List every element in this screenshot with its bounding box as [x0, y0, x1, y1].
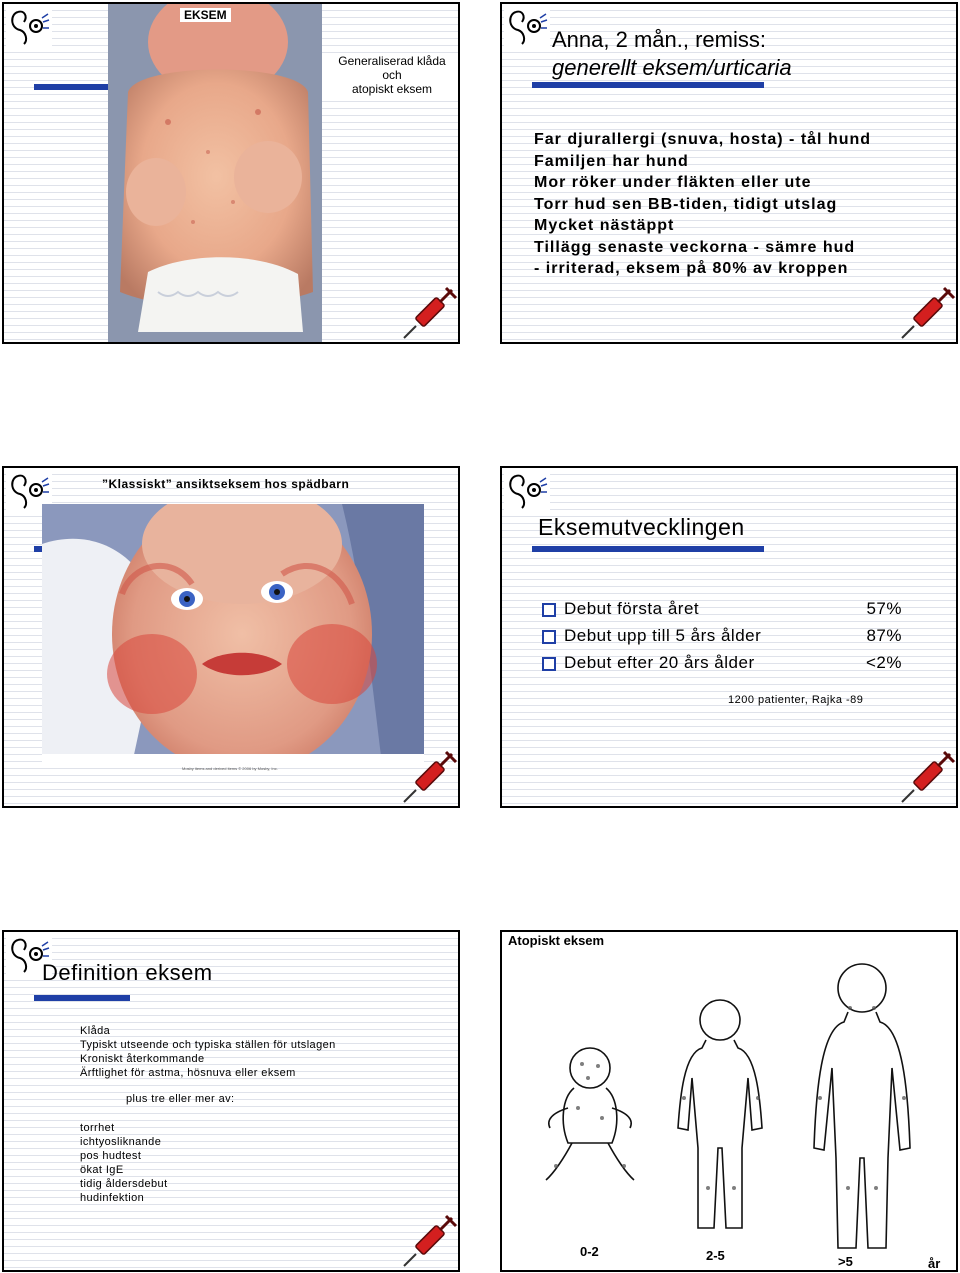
minor-criterion: ökat IgE — [80, 1164, 124, 1176]
age-label: 0-2 — [580, 1244, 599, 1259]
syringe-icon — [898, 748, 956, 806]
bullet-label: Debut efter 20 års ålder — [564, 653, 755, 672]
main-criteria-list — [80, 1024, 336, 1080]
criterion: Klåda — [80, 1025, 111, 1037]
stethoscope-logo-icon — [504, 6, 550, 48]
infant-face-eczema-photo — [42, 504, 424, 764]
slide-4 — [500, 466, 958, 808]
slide-1 — [2, 2, 460, 344]
history-line: Familjen har hund — [534, 152, 689, 170]
slide-heading: EKSEM — [180, 8, 231, 22]
slide-title — [552, 26, 952, 82]
syringe-icon — [400, 1212, 458, 1270]
minor-criterion: ichtyosliknande — [80, 1136, 162, 1148]
slide-2 — [500, 2, 958, 344]
accent-bar — [532, 82, 764, 88]
caption-line: Generaliserad klåda — [338, 54, 446, 68]
history-line: - irriterad, eksem på 80% av kroppen — [534, 260, 849, 277]
slide-title: ”Klassiskt” ansiktseksem hos spädbarn — [102, 477, 350, 491]
syringe-icon — [400, 748, 458, 806]
minor-criterion: pos hudtest — [80, 1150, 142, 1162]
bullet-label: Debut upp till 5 års ålder — [564, 626, 762, 645]
slide-title: Atopiskt eksem — [508, 933, 605, 948]
criterion: Kroniskt återkommande — [80, 1053, 205, 1065]
hollow-square-bullet-icon — [542, 630, 556, 644]
criterion: Typiskt utseende och typiska ställen för utslagen — [80, 1039, 336, 1051]
history-line: Torr hud sen BB-tiden, tidigt utslag — [534, 195, 838, 213]
bullet-value: <2% — [866, 653, 902, 672]
bullet-item — [542, 626, 902, 648]
bullet-item — [542, 653, 902, 675]
age-label: >5 — [838, 1254, 853, 1269]
age-unit-label: år — [928, 1256, 941, 1271]
hollow-square-bullet-icon — [542, 657, 556, 671]
plus-label: plus tre eller mer av: — [126, 1093, 235, 1105]
slide-3 — [2, 466, 460, 808]
history-line: Mycket nästäppt — [534, 217, 675, 234]
eczema-body-photo — [108, 2, 322, 342]
source-note: 1200 patienter, Rajka -89 — [728, 694, 864, 706]
hollow-square-bullet-icon — [542, 603, 556, 617]
photo-credit: Mosby items and derived items © 2006 by Mosby, Inc. — [182, 766, 278, 771]
case-history-list — [534, 129, 954, 280]
accent-bar — [34, 995, 130, 1001]
stethoscope-logo-icon — [504, 470, 550, 512]
bullet-item — [542, 599, 902, 621]
syringe-icon — [898, 284, 956, 342]
age-label: 2-5 — [706, 1248, 725, 1263]
caption-text — [322, 54, 460, 96]
caption-line: atopiskt eksem — [351, 82, 433, 96]
accent-bar — [34, 84, 108, 90]
minor-criterion: torrhet — [80, 1122, 115, 1134]
minor-criteria-list — [80, 1121, 168, 1205]
accent-bar — [532, 546, 764, 552]
slide-title: Eksemutvecklingen — [538, 514, 745, 540]
bullet-label: Debut första året — [564, 599, 700, 618]
caption-line: och — [382, 68, 402, 82]
slide-6 — [500, 930, 958, 1272]
title-line-1: Anna, 2 mån., remiss: — [552, 27, 766, 52]
bullet-value: 87% — [866, 626, 902, 645]
syringe-icon — [400, 284, 458, 342]
body-distribution-illustration — [502, 948, 958, 1258]
minor-criterion: tidig åldersdebut — [80, 1178, 168, 1190]
criterion: Ärftlighet för astma, hösnuva eller eksem — [80, 1067, 296, 1079]
history-line: Mor röker under fläkten eller ute — [534, 174, 812, 191]
bullet-value: 57% — [866, 599, 902, 618]
history-line: Far djurallergi (snuva, hosta) - tål hund — [534, 131, 872, 148]
slide-5 — [2, 930, 460, 1272]
minor-criterion: hudinfektion — [80, 1192, 145, 1204]
slide-title: Definition eksem — [42, 960, 213, 985]
title-line-2: generellt eksem/urticaria — [552, 55, 792, 80]
history-line: Tillägg senaste veckorna - sämre hud — [534, 238, 856, 256]
stethoscope-logo-icon — [6, 6, 52, 48]
